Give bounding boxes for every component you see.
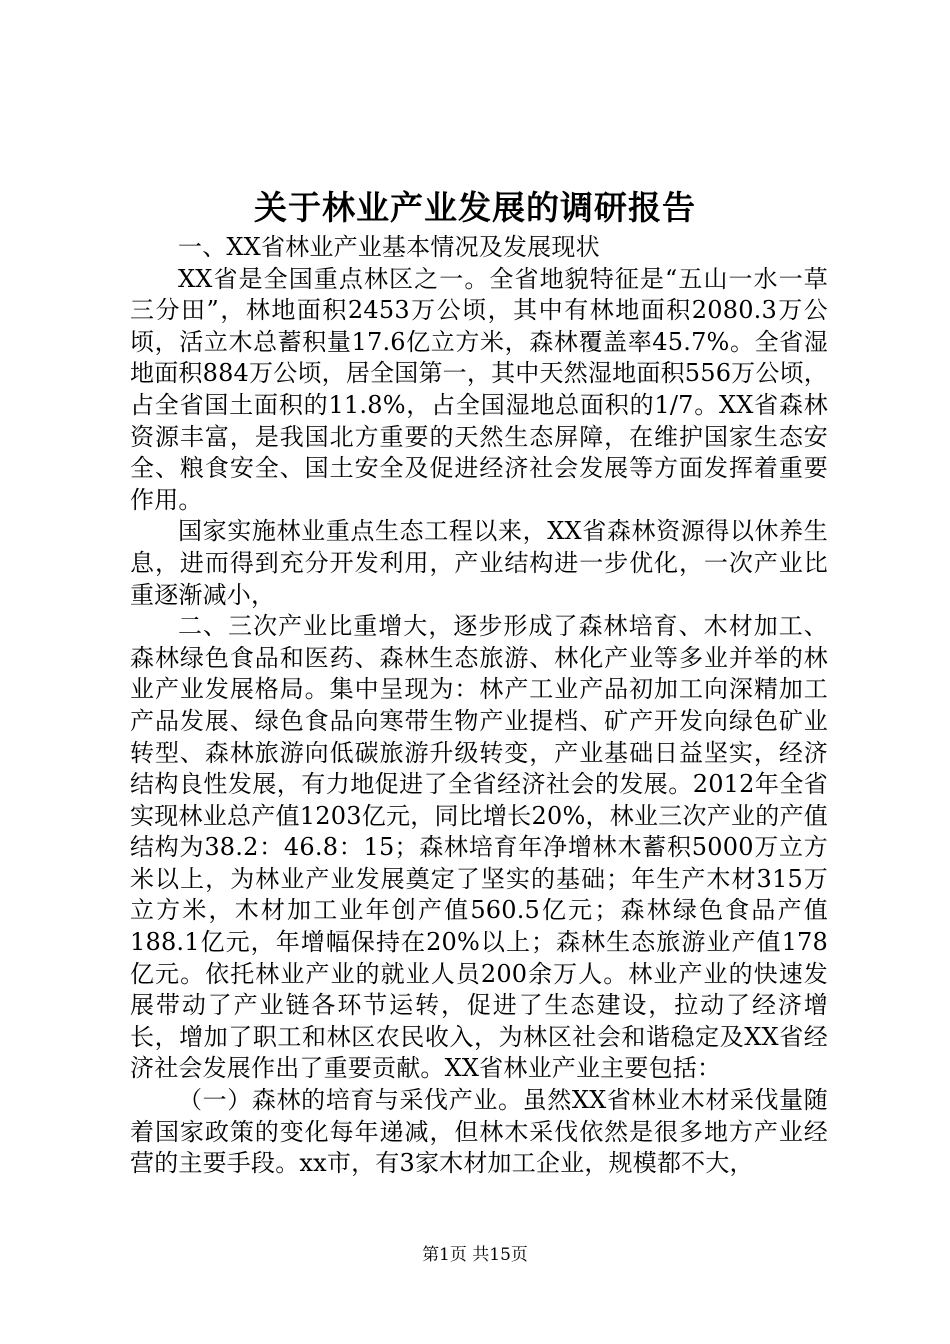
paragraph-overview: XX省是全国重点林区之一。全省地貌特征是“五山一水一草三分田”，林地面积2453万公顷，其中有林地面积2080.3万公顷，活立木总蓄积量17.6亿立方米，森林覆盖率45.7%。全省湿地面积884万公顷，居全国第一，其中天然湿地面积556万公顷，占全省国土面积的11.8%，占全国湿地总面积的1/7。XX省森林资源丰富，是我国北方重要的天然生态屏障，在维护国家生态安全、粮食安全、国土安全及促进经济社会发展等方面发挥着重要作用。 [130,264,828,514]
paragraph-forest-cultivation: （一）森林的培育与采伐产业。虽然XX省林业木材采伐量随着国家政策的变化每年递减，但林木采伐依然是很多地方产业经营的主要手段。xx市，有3家木材加工企业，规模都不大， [130,1086,828,1178]
document-title: 关于林业产业发展的调研报告 [254,188,696,227]
section-heading-1: 一、XX省林业产业基本情况及发展现状 [178,233,600,261]
paragraph-industry-structure: 二、三次产业比重增大，逐步形成了森林培育、木材加工、森林绿色食品和医药、森林生态旅游、林化产业等多业并举的林业产业发展格局。集中呈现为：林产工业产品初加工向深精加工产品发展、绿色食品向寒带生物产业提档、矿产开发向绿色矿业转型、森林旅游向低碳旅游升级转变，产业基础日益坚实，经济结构良性发展，有力地促进了全省经济社会的发展。2012年全省实现林业总产值1203亿元，同比增长20%，林业三次产业的产值结构为38.2：46.8：15；森林培育年净增林木蓄积5000万立方米以上，为林业产业发展奠定了坚实的基础；年生产木材315万立方米，木材加工业年创产值560.5亿元；森林绿色食品产值188.1亿元，年增幅保持在20%以上；森林生态旅游业产值178亿元。依托林业产业的就业人员200余万人。林业产业的快速发展带动了产业链各环节运转，促进了生态建设，拉动了经济增长，增加了职工和林区农民收入，为林区社会和谐稳定及XX省经济社会发展作出了重要贡献。XX省林业产业主要包括： [130,612,828,1083]
document-body [130,232,828,1180]
paragraph-ecological-projects: 国家实施林业重点生态工程以来，XX省森林资源得以休养生息，进而得到充分开发利用，产业结构进一步优化，一次产业比重逐渐减小， [130,517,828,609]
page-footer: 第1页 共15页 [422,1245,528,1265]
